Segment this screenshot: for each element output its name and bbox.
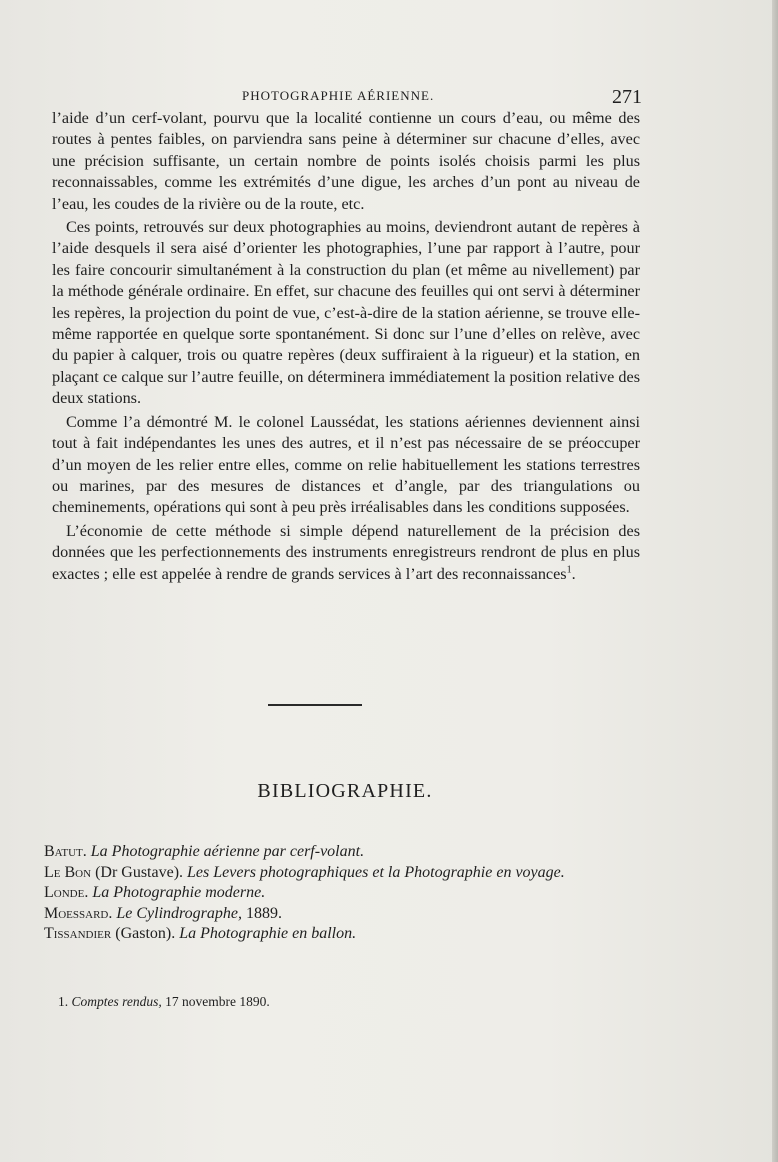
running-title: PHOTOGRAPHIE AÉRIENNE. — [242, 88, 435, 103]
bib-author-detail: (Dr Gustave). — [91, 863, 188, 881]
paragraph-2: Ces points, retrouvés sur deux photographies au moins, deviendront autant de repères à l’aide desquels il sera aisé d’orienter les photographies, l’une par rapport à l’autre, pour les faire concourir simultanément à la construction du plan (et même au nivellement) par la méthode générale ordinaire. En effet, sur chacune des feuilles qui ont servi à déterminer les repères, la projection du point de vue, c’est-à-dire de la station aérienne, se trouve elle-même rapportée en quelque sorte spontanément. Si donc sur l’une d’elles on relève, avec du papier à calquer, trois ou quatre repères (deux suffiraient à la rigueur) et la station, en plaçant ce calque sur l’autre feuille, on déterminera immédiatement la position relative des deux stations. — [52, 218, 640, 408]
bib-author-detail: (Gaston). — [111, 925, 180, 942]
footnote — [58, 994, 618, 1010]
bib-author: Tissandier — [44, 925, 112, 942]
bibliography-list — [44, 842, 644, 945]
bib-title: La Photographie aérienne par cerf-volant. — [90, 843, 365, 860]
bib-title: Les Levers photographiques et la Photographie en voyage. — [187, 863, 565, 881]
bib-author: Le Bon — [44, 863, 92, 881]
bib-year: 1889. — [241, 904, 282, 922]
bib-author: Batut. — [44, 843, 87, 860]
footnote-date: 17 novembre 1890. — [161, 994, 270, 1009]
footnote-number: 1. — [58, 994, 69, 1009]
paragraph-3: Comme l’a démontré M. le colonel Laussédat, les stations aériennes deviennent ainsi tout à fait indépendantes les unes des autres, et il n’est pas nécessaire de se préoccuper d’un moyen de les relier entre elles, comme on relie habituellement les stations terrestres ou marines, par des mesures de distances et d’angle, par des triangulations ou cheminements, opérations qui sont à peu près irréalisables dans les conditions supposées. — [52, 412, 640, 517]
page-number: 271 — [612, 86, 642, 108]
bib-title: Le Cylindrographe, — [116, 904, 242, 922]
footnote-title: Comptes rendus, — [71, 994, 162, 1009]
bib-title: La Photographie en ballon. — [179, 925, 357, 942]
bib-title: La Photographie moderne. — [92, 884, 266, 901]
paragraph-4: L’économie de cette méthode si simple dépend naturellement de la précision des données que les perfectionnements des instruments enregistreurs rendront de plus en plus exactes ; elle est appelée à rendre de grands services à l’art des reconnaissances$^1$. — [52, 521, 640, 583]
bibliography-entry — [44, 924, 644, 945]
section-divider — [268, 704, 362, 706]
bibliography-entry — [44, 842, 644, 863]
body-text — [52, 108, 640, 587]
bibliography-entry — [44, 883, 644, 904]
bib-author: Moessard. — [44, 904, 113, 922]
bib-author: Londe. — [44, 884, 89, 901]
paragraph-1: l’aide d’un cerf-volant, pourvu que la localité contienne un cours d’eau, ou même des routes à pentes faibles, on parviendra sans peine à déterminer sur chacune d’elles, avec une précision suffisante, un certain nombre de points isolés choisis parmi les plus reconnaissables, comme les extrémités d’une digue, les arches d’un pont au niveau de l’eau, les coudes de la rivière ou de la route, etc. — [52, 109, 640, 213]
paragraph-4-text: L’économie de cette méthode si simple dépend naturellement de la précision des données que les perfectionnements des instruments enregistreurs rendront de plus en plus exactes ; elle est appelée à rendre de grands services à l’art des reconnaissances — [52, 521, 640, 583]
running-header — [0, 86, 778, 110]
section-heading: BIBLIOGRAPHIE. — [257, 780, 433, 802]
bibliography-entry — [44, 863, 644, 884]
page-edge — [772, 0, 778, 1162]
bibliography-entry — [44, 904, 644, 925]
footnote-marker: 1 — [566, 564, 572, 576]
